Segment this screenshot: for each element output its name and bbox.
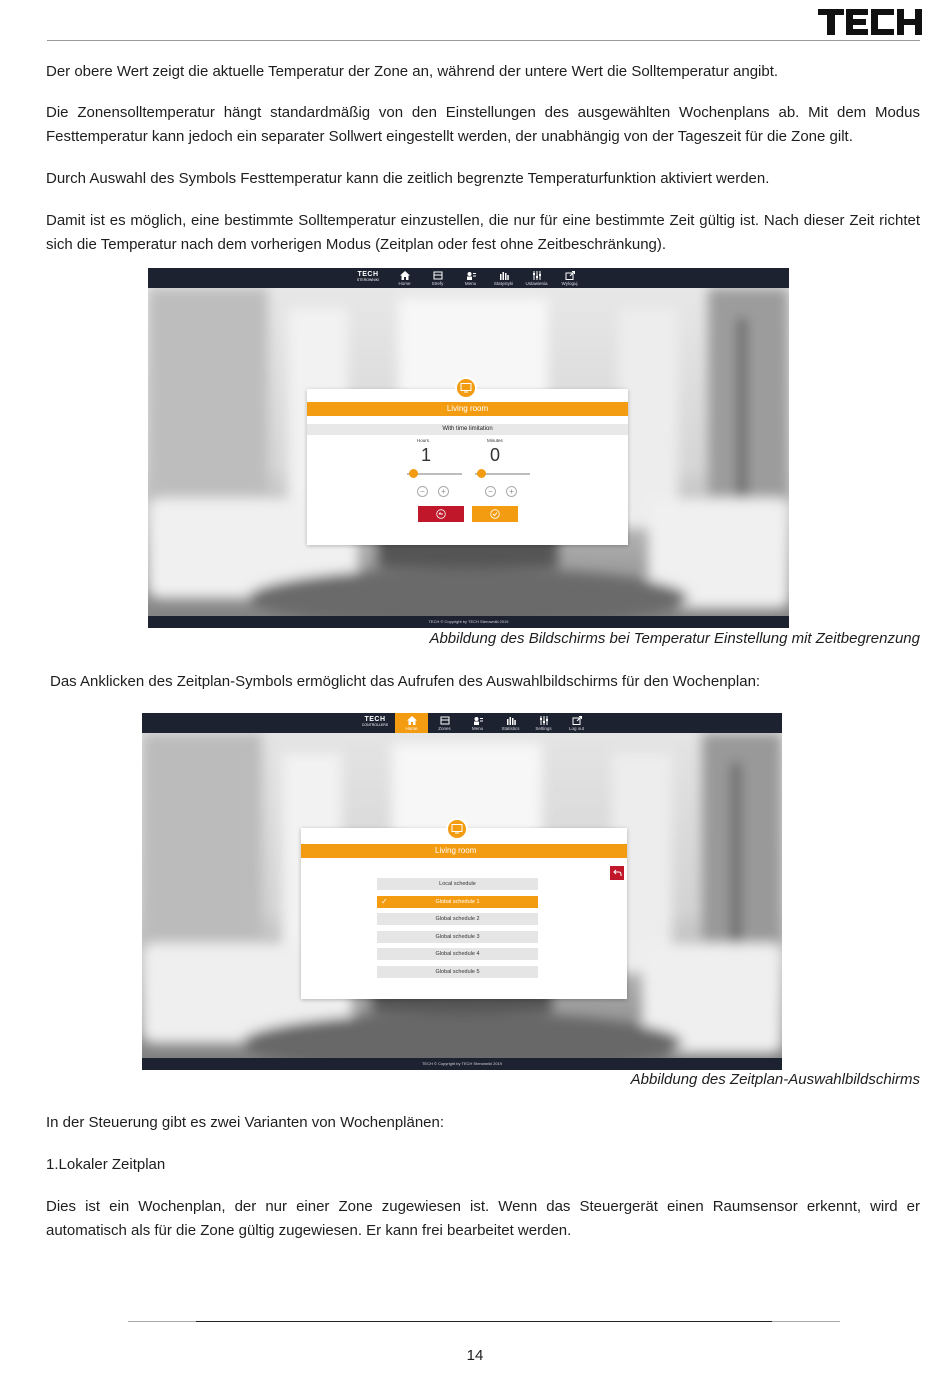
zone-title: Living room [307, 402, 628, 416]
nav-item-settings[interactable]: Settings [527, 713, 560, 733]
hours-label: Hours [417, 438, 430, 443]
paragraph-time-limit: Damit ist es möglich, eine bestimmte Solltemperatur einzustellen, die nur für eine bestimmte Zeit gültig ist. Nach dieser Zeit richtet sich die Temperatur nach dem vorherigen Modus (Zeitplan oder fest ohne Zeitbeschränkung). [46, 212, 920, 253]
paragraph-local-schedule-heading: 1.Lokaler Zeitplan [46, 1156, 166, 1173]
screenshot-time-limit [148, 268, 789, 628]
figure2-caption: Abbildung des Zeitplan-Auswahlbildschirms [630, 1071, 920, 1088]
app-footer: TECH © Copyright by TECH Sterowniki 2019 [142, 1058, 782, 1070]
schedule-option-global-5[interactable]: Global schedule 5 [377, 966, 538, 978]
minutes-slider-handle[interactable] [477, 469, 486, 478]
nav-item-statistics[interactable]: Statystyki [487, 268, 520, 288]
hours-slider-handle[interactable] [409, 469, 418, 478]
nav-item-statistics[interactable]: Statistics [494, 713, 527, 733]
zone-badge [446, 818, 468, 840]
main-navigation [348, 268, 586, 288]
paragraph-fixed-temperature: Durch Auswahl des Symbols Festtemperatur kann die zeitlich begrenzte Temperaturfunktion aktiviert werden. [46, 170, 770, 187]
app-brand: TECH STEROWNIKI [356, 271, 380, 282]
schedule-option-global-3[interactable]: Global schedule 3 [377, 931, 538, 943]
paragraph-local-schedule-desc: Dies ist ein Wochenplan, der nur einer Zone zugewiesen ist. Wenn das Steuergerät einen Raumsensor erkennt, wird er automatisch als für die Zone gültig zugewiesen. Er kann frei bearbeitet werden. [46, 1198, 920, 1239]
schedule-option-global-1[interactable]: ✓ Global schedule 1 [377, 896, 538, 908]
tech-logo [818, 9, 922, 35]
nav-item-home[interactable]: Home [395, 713, 428, 733]
cancel-button[interactable] [418, 506, 464, 522]
paragraph-schedule-icon: Das Anklicken des Zeitplan-Symbols ermöglicht das Aufrufen des Auswahlbildschirms für den Wochenplan: [50, 673, 761, 690]
settings-icon [532, 271, 542, 280]
statistics-icon [499, 271, 509, 280]
nav-item-zones[interactable]: Strefy [421, 268, 454, 288]
zone-title: Living room [301, 844, 627, 858]
nav-item-zones[interactable]: Zones [428, 713, 461, 733]
schedule-panel [301, 828, 627, 999]
app-brand: TECH CONTROLLERS [361, 716, 389, 727]
minutes-minus-icon[interactable]: − [485, 486, 496, 497]
hours-value: 1 [421, 445, 432, 465]
nav-item-menu[interactable]: Menu [461, 713, 494, 733]
nav-item-logout[interactable]: Wyloguj [553, 268, 586, 288]
schedule-option-global-4[interactable]: Global schedule 4 [377, 948, 538, 960]
footer-divider-accent [196, 1321, 772, 1322]
undo-icon [436, 509, 446, 519]
screenshot-schedule-selection [142, 713, 782, 1070]
statistics-icon [506, 716, 516, 725]
confirm-button[interactable] [472, 506, 518, 522]
minutes-plus-icon[interactable]: + [506, 486, 517, 497]
hours-plus-icon[interactable]: + [438, 486, 449, 497]
paragraph-zone-setpoint: Die Zonensolltemperatur hängt standardmäßig von den Einstellungen des ausgewählten Wochenplans ab. Mit dem Modus Festtemperatur kann jedoch ein separater Sollwert eingestellt werden, der unabhängig von der Tageszeit für die Zone gilt. [46, 104, 920, 145]
header-divider [47, 40, 920, 41]
app-footer: TECH © Copyright by TECH Sterowniki 2019 [148, 616, 789, 628]
schedule-option-local[interactable]: Local schedule [377, 878, 538, 890]
figure1-caption: Abbildung des Bildschirms bei Temperatur Einstellung mit Zeitbegrenzung [429, 630, 920, 647]
monitor-icon [460, 383, 472, 393]
check-icon [490, 509, 500, 519]
menu-icon [466, 271, 476, 280]
back-button[interactable] [610, 866, 624, 880]
nav-item-settings[interactable]: Ustawienia [520, 268, 553, 288]
home-icon [400, 271, 410, 280]
nav-item-logout[interactable]: Log out [560, 713, 593, 733]
logout-icon [572, 716, 582, 725]
paragraph-two-variants: In der Steuerung gibt es zwei Varianten von Wochenplänen: [46, 1114, 445, 1131]
hours-minus-icon[interactable]: − [417, 486, 428, 497]
nav-item-home[interactable]: Home [388, 268, 421, 288]
zone-badge [455, 377, 477, 399]
logout-icon [565, 271, 575, 280]
paragraph-current-temperature: Der obere Wert zeigt die aktuelle Temperatur der Zone an, während der untere Wert die Solltemperatur angibt. [46, 63, 779, 80]
nav-item-menu[interactable]: Menu [454, 268, 487, 288]
time-limit-panel [307, 389, 628, 545]
page-number: 14 [466, 1347, 484, 1364]
minutes-label: Minutes [487, 438, 503, 443]
monitor-icon [451, 824, 463, 834]
back-arrow-icon [613, 869, 622, 877]
zones-icon [433, 271, 443, 280]
zones-icon [440, 716, 450, 725]
settings-icon [539, 716, 549, 725]
home-icon [407, 716, 417, 725]
section-title: With time limitation [307, 424, 628, 435]
minutes-value: 0 [490, 445, 501, 465]
main-navigation [355, 713, 593, 733]
schedule-option-global-2[interactable]: Global schedule 2 [377, 913, 538, 925]
menu-icon [473, 716, 483, 725]
check-icon: ✓ [381, 897, 388, 906]
